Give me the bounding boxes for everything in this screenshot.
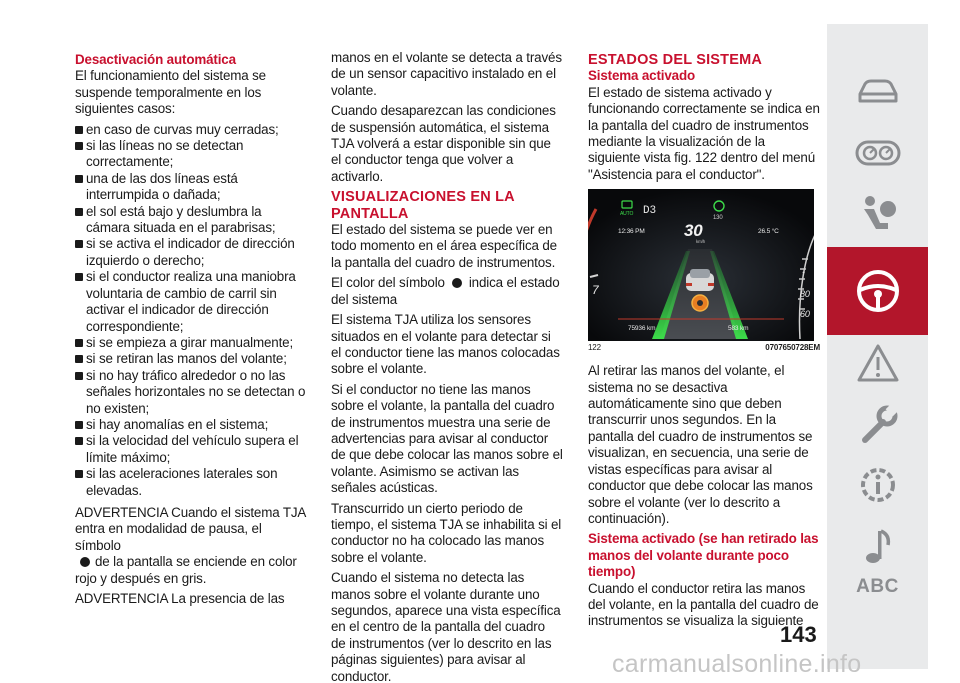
warning-text-after: de la pantalla se enciende en color rojo y después en gris. xyxy=(75,554,297,586)
sidebar-item-car[interactable] xyxy=(827,62,928,120)
paragraph-sensors: El sistema TJA utiliza los sensores situados en el volante para detectar si el conductor tiene las manos colocadas sobre el volante. xyxy=(331,312,560,377)
list-item: si la velocidad del vehículo supera el límite máximo; xyxy=(75,433,307,466)
column-right xyxy=(588,52,820,634)
paragraph-specific-view: Cuando el sistema no detecta las manos sobre el volante durante uno segundos, aparece una vista específica en el centro de la pantalla del cuadro de instrumentos (ver lo descrito en las páginas siguientes) para avisar al conductor. xyxy=(331,570,561,683)
paragraph-remove-hands: Al retirar las manos del volante, el sistema no se desactiva automáticamente sino que deben transcurrir unos segundos. En la pantalla del cuadro de instrumentos se visualizan, en secuencia, una serie de vistas específicas para avisar al conductor que debe colocar las manos sobre el volante (ver lo descrito a continuación). xyxy=(588,363,813,526)
list-item: el sol está bajo y deslumbra la cámara situada en el parabrisas; xyxy=(75,204,307,237)
section-heading-visualizaciones: VISUALIZACIONES EN LA PANTALLA xyxy=(331,189,515,222)
list-item: si las aceleraciones laterales son elevadas. xyxy=(75,466,307,499)
airbag-icon xyxy=(858,193,898,233)
paragraph-activated-state: El estado de sistema activado y funcionando correctamente se indica en la pantalla del cuadro de instrumentos mediante la visualización de la siguiente vista fig. 122 dentro del menú "Asistencia para el conductor". xyxy=(588,84,820,182)
list-item: si no hay tráfico alrededor o no las señales horizontales no se detectan o no existen; xyxy=(75,368,307,417)
intro-paragraph: El funcionamiento del sistema se suspende temporalmente en los siguientes casos: xyxy=(75,68,266,117)
watermark: carmanualsonline.info xyxy=(612,650,862,678)
dashboard-gauges-icon xyxy=(855,138,901,168)
info-gear-icon xyxy=(856,463,900,507)
column-middle xyxy=(331,50,563,683)
symbol-color-text-after: indica el estado del sistema xyxy=(331,275,560,307)
temperature-display: 26.5 °C xyxy=(758,228,779,236)
warning-paragraph-2: ADVERTENCIA La presencia de las xyxy=(75,591,285,606)
list-item: una de las dos líneas está interrumpida o dañada; xyxy=(75,171,307,204)
figure-number: 122 xyxy=(588,343,601,353)
paragraph-warnings: Si el conductor no tiene las manos sobre el volante, la pantalla del cuadro de instrumentos muestra una serie de advertencias para avisar al conductor de que debe colocar las manos sobre el volante. Asimismo se activan las señales acústicas. xyxy=(331,381,563,496)
speed-unit: km/h xyxy=(696,239,706,245)
steering-wheel-status-icon xyxy=(692,295,708,311)
section-heading-estados: ESTADOS DEL SISTEMA xyxy=(588,52,763,68)
car-icon xyxy=(856,76,900,106)
paragraph-system-state: El estado del sistema se puede ver en todo momento en el área específica de la pantalla del cuadro de instrumentos. xyxy=(331,222,557,270)
wrench-icon xyxy=(857,404,899,446)
sidebar-item-safety[interactable] xyxy=(827,184,928,242)
instrument-cluster-illustration xyxy=(588,189,814,341)
chapter-sidebar xyxy=(827,24,928,669)
range-display: 583 km xyxy=(728,325,749,333)
paragraph-inhibit: Transcurrido un cierto periodo de tiempo, el sistema TJA se inhabilita si el conductor no ha colocado las manos sobre el volante. xyxy=(331,500,562,565)
list-item: en caso de curvas muy cerradas; xyxy=(75,122,307,138)
sidebar-item-driving-active[interactable] xyxy=(827,247,928,335)
right-gauge-number-80: 80 xyxy=(800,289,810,300)
list-item: si hay anomalías en el sistema; xyxy=(75,417,307,433)
right-gauge-number-dash: - xyxy=(802,267,805,278)
abc-index-icon: ABC xyxy=(856,576,899,597)
clock-display: 12:36 PM xyxy=(618,228,645,236)
tja-symbol-icon xyxy=(80,557,90,567)
paragraph-capacitive-sensor: manos en el volante se detecta a través de un sensor capacitivo instalado en el volante. xyxy=(331,50,562,98)
right-gauge-number-60: 60 xyxy=(800,309,810,320)
subheading-hands-removed: Sistema activado (se han retirado las manos del volante durante poco tiempo) xyxy=(588,531,819,580)
tja-symbol-icon xyxy=(452,278,462,288)
warning-text-before: ADVERTENCIA Cuando el sistema TJA entra en modalidad de pausa, el símbolo xyxy=(75,504,306,553)
subheading-sistema-activado: Sistema activado xyxy=(588,68,696,84)
section-heading-desactivacion: Desactivación automática xyxy=(75,52,236,67)
list-item: si el conductor realiza una maniobra voluntaria de cambio de carril sin activar el indicador de dirección correspondiente; xyxy=(75,269,307,335)
symbol-color-text-before: El color del símbolo xyxy=(331,275,445,291)
steering-wheel-icon xyxy=(855,268,901,314)
speed-limit-label: 130 xyxy=(713,215,723,222)
instrument-cluster-figure xyxy=(588,189,814,341)
sidebar-item-emergency[interactable] xyxy=(827,334,928,392)
figure-code: 0707650728EM xyxy=(765,343,820,353)
auto-label: AUTO xyxy=(620,211,634,218)
odometer-display: 75936 km xyxy=(628,325,656,333)
sidebar-item-index[interactable] xyxy=(827,558,928,616)
suspension-cases-list xyxy=(75,122,307,499)
speed-display: 30 xyxy=(684,221,703,241)
list-item: si se retiran las manos del volante; xyxy=(75,351,307,367)
list-item: si se activa el indicador de dirección izquierdo o derecho; xyxy=(75,236,307,269)
column-left xyxy=(75,52,307,611)
figure-caption xyxy=(588,343,820,353)
paragraph-symbol-color xyxy=(331,275,563,308)
car-graphic xyxy=(686,269,714,291)
paragraph-driver-removes-hands: Cuando el conductor retira las manos del volante, en la pantalla del cuadro de instrumentos se visualiza la siguiente xyxy=(588,580,819,629)
sidebar-item-maintenance[interactable] xyxy=(827,396,928,454)
warning-triangle-icon xyxy=(856,343,900,383)
warning-paragraph-1 xyxy=(75,505,307,587)
page-number: 143 xyxy=(780,622,817,647)
sidebar-item-dashboard[interactable] xyxy=(827,124,928,182)
left-gauge-number: 7 xyxy=(592,283,599,298)
paragraph-conditions: Cuando desaparezcan las condiciones de suspensión automática, el sistema TJA volverá a estar disponible sin que el conductor tenga que volver a activarlo. xyxy=(331,103,556,184)
list-item: si las líneas no se detectan correctamente; xyxy=(75,138,307,171)
sidebar-item-technical-data[interactable] xyxy=(827,456,928,514)
gear-indicator: D3 xyxy=(643,205,656,218)
list-item: si se empieza a girar manualmente; xyxy=(75,335,307,351)
